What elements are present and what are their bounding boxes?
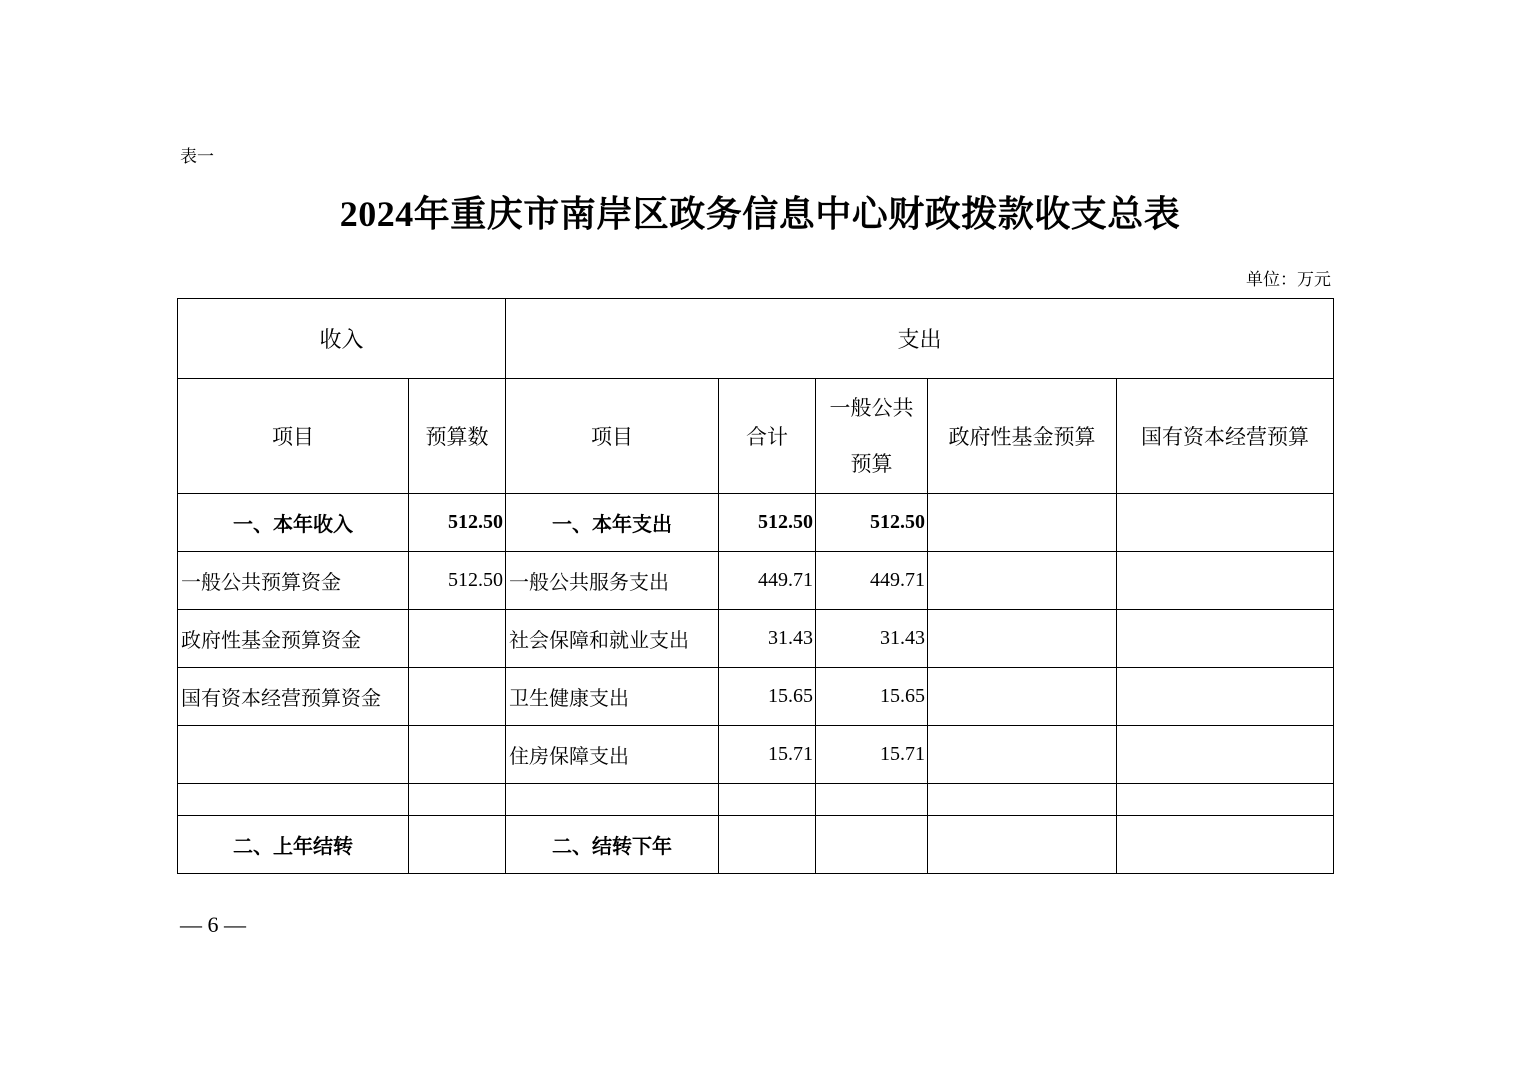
state-capital-cell (1117, 494, 1334, 552)
general-cell: 31.43 (816, 610, 928, 668)
expense-group-header: 支出 (506, 299, 1334, 379)
state-capital-header: 国有资本经营预算 (1117, 379, 1334, 494)
state-capital-cell (1117, 784, 1334, 816)
total-cell (719, 784, 816, 816)
table-row (178, 552, 1334, 610)
income-item-cell: 一般公共预算资金 (178, 552, 409, 610)
income-value-cell (409, 816, 506, 874)
total-cell (719, 816, 816, 874)
state-capital-cell (1117, 552, 1334, 610)
table-row (178, 726, 1334, 784)
gov-fund-cell (928, 494, 1117, 552)
total-header: 合计 (719, 379, 816, 494)
expense-item-cell: 住房保障支出 (506, 726, 719, 784)
income-budget-header: 预算数 (409, 379, 506, 494)
table-row (178, 816, 1334, 874)
general-cell: 449.71 (816, 552, 928, 610)
expense-item-cell: 卫生健康支出 (506, 668, 719, 726)
table-row (178, 494, 1334, 552)
gov-fund-cell (928, 668, 1117, 726)
state-capital-cell (1117, 726, 1334, 784)
general-cell: 512.50 (816, 494, 928, 552)
group-header-row (178, 299, 1334, 379)
general-cell (816, 816, 928, 874)
general-cell: 15.65 (816, 668, 928, 726)
total-cell: 15.71 (719, 726, 816, 784)
state-capital-cell (1117, 816, 1334, 874)
total-cell: 15.65 (719, 668, 816, 726)
income-item-cell (178, 726, 409, 784)
expense-item-cell: 二、结转下年 (506, 816, 719, 874)
general-cell (816, 784, 928, 816)
table-row (178, 784, 1334, 816)
expense-item-cell: 一、本年支出 (506, 494, 719, 552)
income-value-cell (409, 726, 506, 784)
column-header-row (178, 379, 1334, 494)
gov-fund-cell (928, 610, 1117, 668)
general-public-header-line2: 预算 (850, 452, 893, 476)
gov-fund-cell (928, 784, 1117, 816)
gov-fund-cell (928, 816, 1117, 874)
income-item-cell: 一、本年收入 (178, 494, 409, 552)
income-item-cell (178, 784, 409, 816)
unit-label: 单位：万元 (1246, 270, 1331, 290)
gov-fund-header: 政府性基金预算 (928, 379, 1117, 494)
income-value-cell (409, 610, 506, 668)
expense-item-header: 项目 (506, 379, 719, 494)
expense-item-cell: 社会保障和就业支出 (506, 610, 719, 668)
table-label: 表一 (180, 147, 214, 167)
expense-item-cell (506, 784, 719, 816)
income-group-header: 收入 (178, 299, 506, 379)
income-item-cell: 二、上年结转 (178, 816, 409, 874)
total-cell: 512.50 (719, 494, 816, 552)
income-item-cell: 国有资本经营预算资金 (178, 668, 409, 726)
income-value-cell (409, 668, 506, 726)
total-cell: 31.43 (719, 610, 816, 668)
table-row (178, 668, 1334, 726)
expense-item-cell: 一般公共服务支出 (506, 552, 719, 610)
document-title: 2024年重庆市南岸区政务信息中心财政拨款收支总表 (339, 194, 1181, 234)
general-public-header (816, 379, 928, 494)
gov-fund-cell (928, 552, 1117, 610)
state-capital-cell (1117, 668, 1334, 726)
income-item-cell: 政府性基金预算资金 (178, 610, 409, 668)
total-cell: 449.71 (719, 552, 816, 610)
table-row (178, 610, 1334, 668)
gov-fund-cell (928, 726, 1117, 784)
income-value-cell: 512.50 (409, 552, 506, 610)
budget-table (177, 298, 1334, 874)
general-public-header-line1: 一般公共 (829, 396, 914, 420)
state-capital-cell (1117, 610, 1334, 668)
income-item-header: 项目 (178, 379, 409, 494)
page-number: — 6 — (180, 912, 246, 937)
income-value-cell (409, 784, 506, 816)
income-value-cell: 512.50 (409, 494, 506, 552)
general-cell: 15.71 (816, 726, 928, 784)
